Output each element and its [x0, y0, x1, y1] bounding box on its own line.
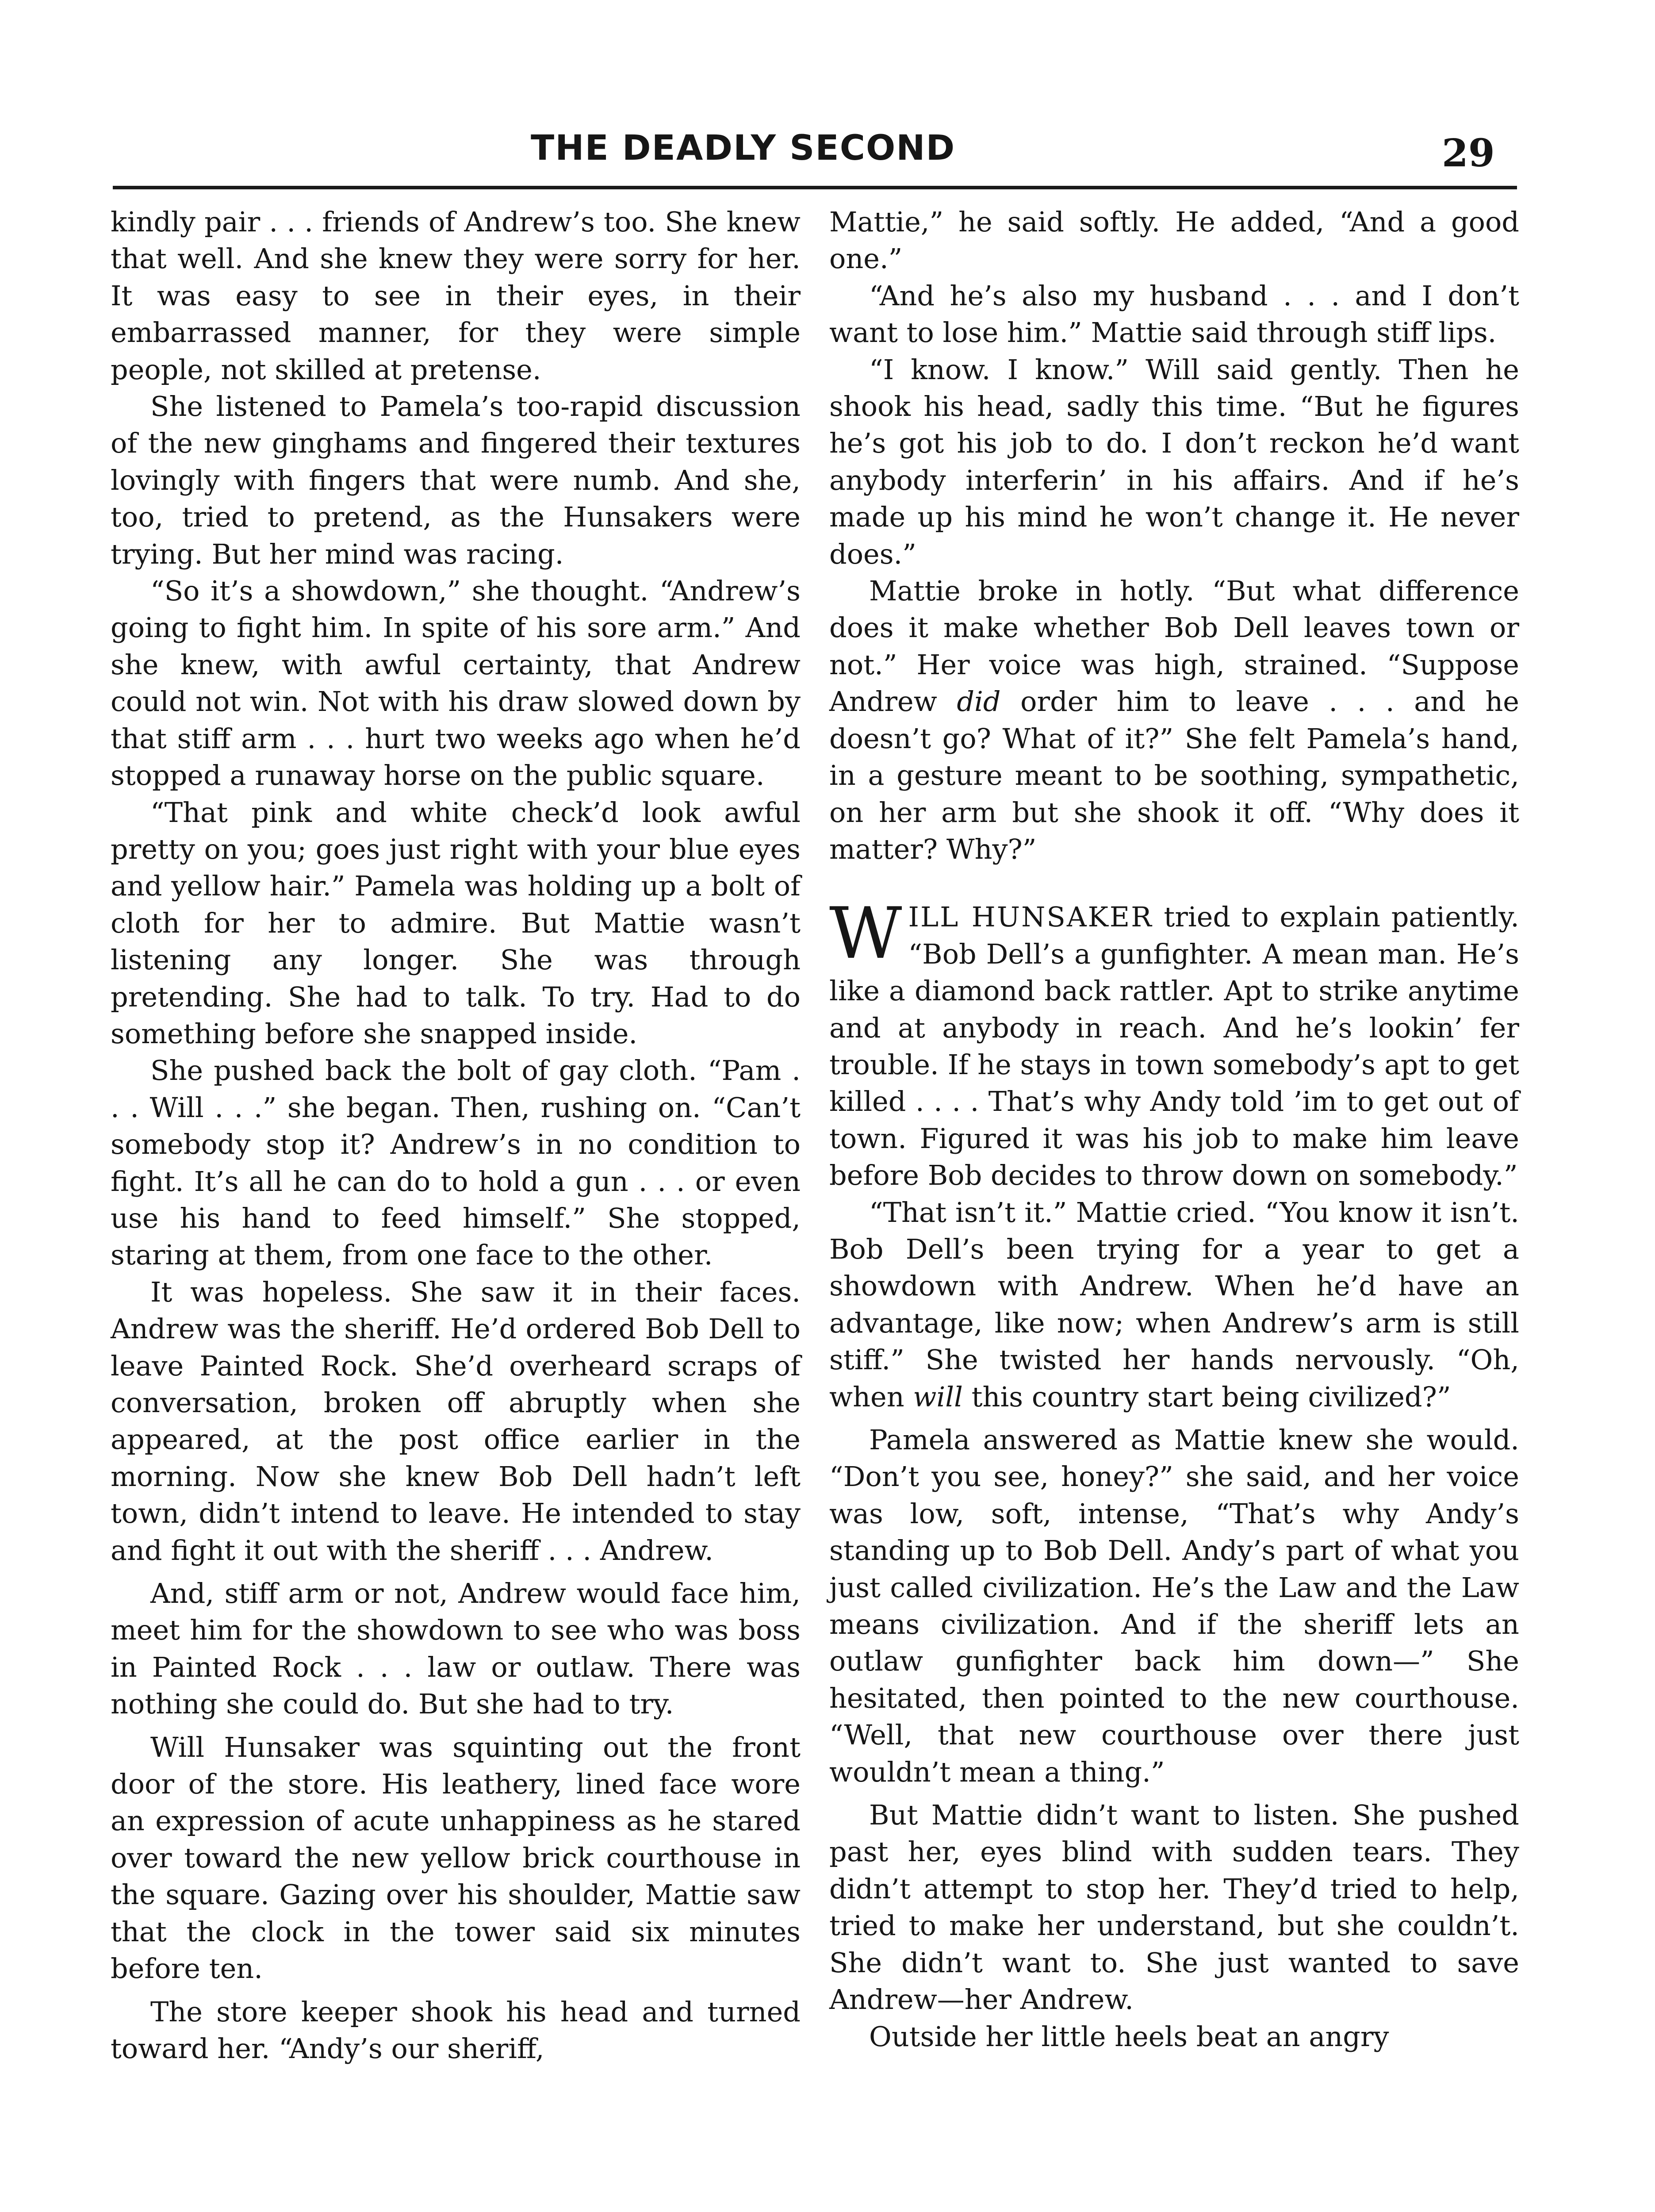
paragraph: “That pink and white check’d look awful pretty on you; goes just right with your blue eyes and yellow hair.” Pamela was holding up a bolt of cloth for her to admire. But Mattie wasn’t listening any longer. She was through pretending. She had to talk. To try. Had to do something before she snapped inside. — [111, 796, 801, 1050]
paragraph: She listened to Pamela’s too-rapid discussion of the new ginghams and fingered their textures lovingly with fingers that were numb. And she, too, tried to pretend, as the Hunsakers were trying. But her mind was racing. — [111, 390, 801, 570]
left-column — [111, 204, 801, 2067]
header-rule — [113, 186, 1517, 189]
emphasis: will — [913, 1380, 963, 1413]
running-title: THE DEADLY SECOND — [531, 128, 956, 168]
paragraph: “I know. I know.” Will said gently. Then he shook his head, sadly this time. “But he figures he’s got his job to do. I don’t reckon he’d want anybody interferin’ in his affairs. And if he’s made up his mind he won’t change it. He never does.” — [829, 353, 1519, 570]
page-number: 29 — [1442, 131, 1495, 176]
emphasis: did — [957, 685, 1001, 718]
text-run: order him to leave . . . and he doesn’t go? What of it?” She felt Pamela’s hand, in a gesture meant to be soothing, sympathetic, on her arm but she shook it off. “Why does it matter? Why?” — [829, 685, 1519, 865]
smallcaps-lead: ILL HUNSAKER — [908, 901, 1153, 933]
section-opening-paragraph — [829, 892, 1519, 1194]
paragraph: She pushed back the bolt of gay cloth. “Pam . . . Will . . .” she began. Then, rushing on. “Can’t somebody stop it? Andrew’s in no condition to fight. It’s all he can do to hold a gun . . . or even use his hand to feed himself.” She stopped, staring at them, from one face to the other. — [111, 1054, 801, 1271]
paragraph — [829, 1194, 1519, 1415]
paragraph: “So it’s a showdown,” she thought. “Andrew’s going to fight him. In spite of his sore arm.” And she knew, with awful certainty, that Andrew could not win. Not with his draw slowed down by that stiff arm . . . hurt two weeks ago when he’d stopped a runaway horse on the public square. — [111, 575, 801, 792]
text-run: tried to explain patiently. “Bob Dell’s a gunfighter. A mean man. He’s like a diamond back rattler. Apt to strike anytime and at anybody in reach. And he’s lookin’ fer trouble. If he stays in town somebody’s apt to get killed . . . . That’s why Andy told ’im to get out of town. Figured it was his job to make him leave before Bob decides to throw down on somebody.” — [829, 901, 1519, 1192]
text-run: “That isn’t it.” Mattie cried. “You know it isn’t. Bob Dell’s been trying for a year to get a showdown with Andrew. When he’d have an advantage, like now; when Andrew’s arm is still stiff.” She twisted her hands nervously. “Oh, when — [829, 1196, 1519, 1413]
paragraph: Outside her little heels beat an angry — [869, 2020, 1389, 2053]
text-run: this country start being civilized?” — [962, 1380, 1451, 1413]
paragraph: And, stiff arm or not, Andrew would face him, meet him for the showdown to see who was boss in Painted Rock . . . law or outlaw. There was nothing she could do. But she had to try. — [111, 1577, 801, 1720]
paragraph: Mattie,” he said softly. He added, “And a good one.” — [829, 206, 1519, 275]
paragraph: “And he’s also my husband . . . and I don’t want to lose him.” Mattie said through stiff lips. — [829, 279, 1519, 349]
paragraph: But Mattie didn’t want to listen. She pushed past her, eyes blind with sudden tears. They didn’t attempt to stop her. They’d tried to help, tried to make her understand, but she couldn’t. She didn’t want to. She just wanted to save Andrew—her Andrew. — [829, 1799, 1519, 2016]
paragraph: The store keeper shook his head and turned toward her. “Andy’s our sheriff, — [111, 1995, 801, 2065]
paragraph: kindly pair . . . friends of Andrew’s too. She knew that well. And she knew they were sorry for her. It was easy to see in their eyes, in their embarrassed manner, for they were simple people, not skilled at pretense. — [111, 206, 801, 386]
paragraph: It was hopeless. She saw it in their faces. Andrew was the sheriff. He’d ordered Bob Dell to leave Painted Rock. She’d overheard scraps of conversation, broken off abruptly when she appeared, at the post office earlier in the morning. Now she knew Bob Dell hadn’t left town, didn’t intend to leave. He intended to stay and fight it out with the sheriff . . . Andrew. — [111, 1275, 801, 1567]
right-column — [829, 204, 1519, 2055]
paragraph: Will Hunsaker was squinting out the front door of the store. His leathery, lined face wore an expression of acute unhappiness as he stared over toward the new yellow brick courthouse in the square. Gazing over his shoulder, Mattie saw that the clock in the tower said six minutes before ten. — [111, 1731, 801, 1985]
paragraph — [829, 572, 1519, 868]
paragraph: Pamela answered as Mattie knew she would. “Don’t you see, honey?” she said, and her voice was low, soft, intense, “That’s why Andy’s standing up to Bob Dell. Andy’s part of what you just called civilization. He’s the Law and the Law means civilization. And if the sheriff lets an outlaw gunfighter back him down—” She hesitated, then pointed to the new courthouse. “Well, that new courthouse over there just wouldn’t mean a thing.” — [829, 1424, 1519, 1788]
drop-cap: W — [829, 892, 902, 975]
text-run: Mattie broke in hotly. “But what difference does it make whether Bob Dell leaves town or not.” Her voice was high, strained. “Suppose Andrew — [829, 575, 1519, 718]
